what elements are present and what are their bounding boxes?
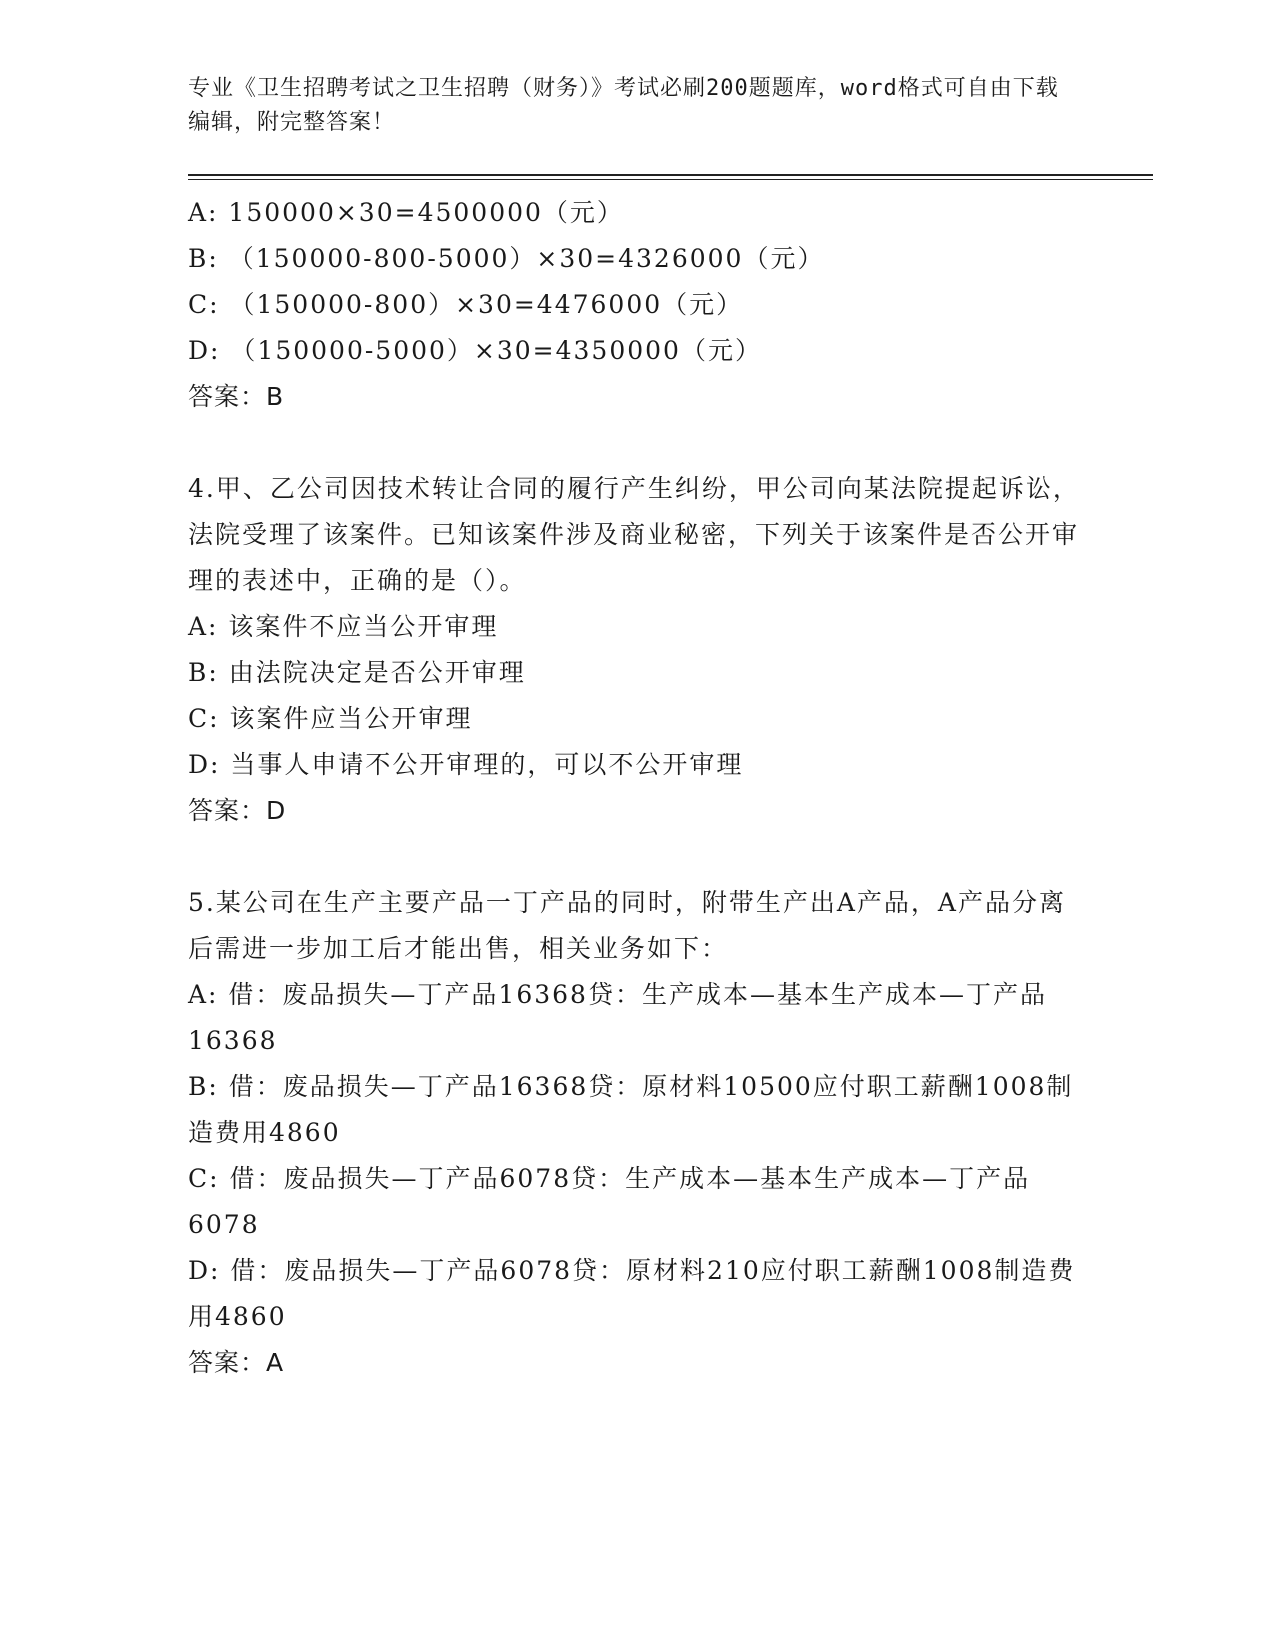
question-4-block	[188, 466, 1153, 834]
question-4-option-c: C: 该案件应当公开审理	[188, 704, 473, 733]
question-3-option-c: C: （150000-800）×30=4476000（元）	[188, 290, 744, 319]
document-page	[188, 72, 1153, 1386]
question-5-answer: 答案：A	[188, 1348, 285, 1377]
question-4-answer: 答案：D	[188, 796, 287, 825]
question-3-answer: 答案：B	[188, 382, 285, 411]
question-4-option-b: B: 由法院决定是否公开审理	[188, 658, 526, 687]
header-divider	[188, 174, 1153, 180]
question-4-text: 4.甲、乙公司因技术转让合同的履行产生纠纷，甲公司向某法院提起诉讼，法院受理了该案件。已知该案件涉及商业秘密，下列关于该案件是否公开审理的表述中，正确的是（）。	[188, 474, 1080, 595]
question-5-text: 5.某公司在生产主要产品一丁产品的同时，附带生产出A产品，A产品分离后需进一步加工后才能出售，相关业务如下：	[188, 888, 1066, 963]
question-5-option-c: C: 借：废品损失—丁产品6078贷：生产成本—基本生产成本—丁产品6078	[188, 1164, 1031, 1239]
question-5-option-a: A: 借：废品损失—丁产品16368贷：生产成本—基本生产成本—丁产品16368	[188, 980, 1047, 1055]
question-3-option-b: B: （150000-800-5000）×30=4326000（元）	[188, 244, 825, 273]
question-3-option-a: A: 150000×30=4500000（元）	[188, 198, 624, 227]
question-5-option-d: D: 借：废品损失—丁产品6078贷：原材料210应付职工薪酬1008制造费用4860	[188, 1256, 1076, 1331]
question-5-option-b: B: 借：废品损失—丁产品16368贷：原材料10500应付职工薪酬1008制造费用4860	[188, 1072, 1074, 1147]
question-4-option-a: A: 该案件不应当公开审理	[188, 612, 499, 641]
question-3-option-d: D: （150000-5000）×30=4350000（元）	[188, 336, 762, 365]
question-5-block	[188, 880, 1153, 1386]
document-header: 专业《卫生招聘考试之卫生招聘（财务）》考试必刷200题题库，word格式可自由下载编辑，附完整答案！	[188, 76, 1059, 135]
question-3-block	[188, 190, 1153, 420]
question-4-option-d: D: 当事人申请不公开审理的，可以不公开审理	[188, 750, 744, 779]
